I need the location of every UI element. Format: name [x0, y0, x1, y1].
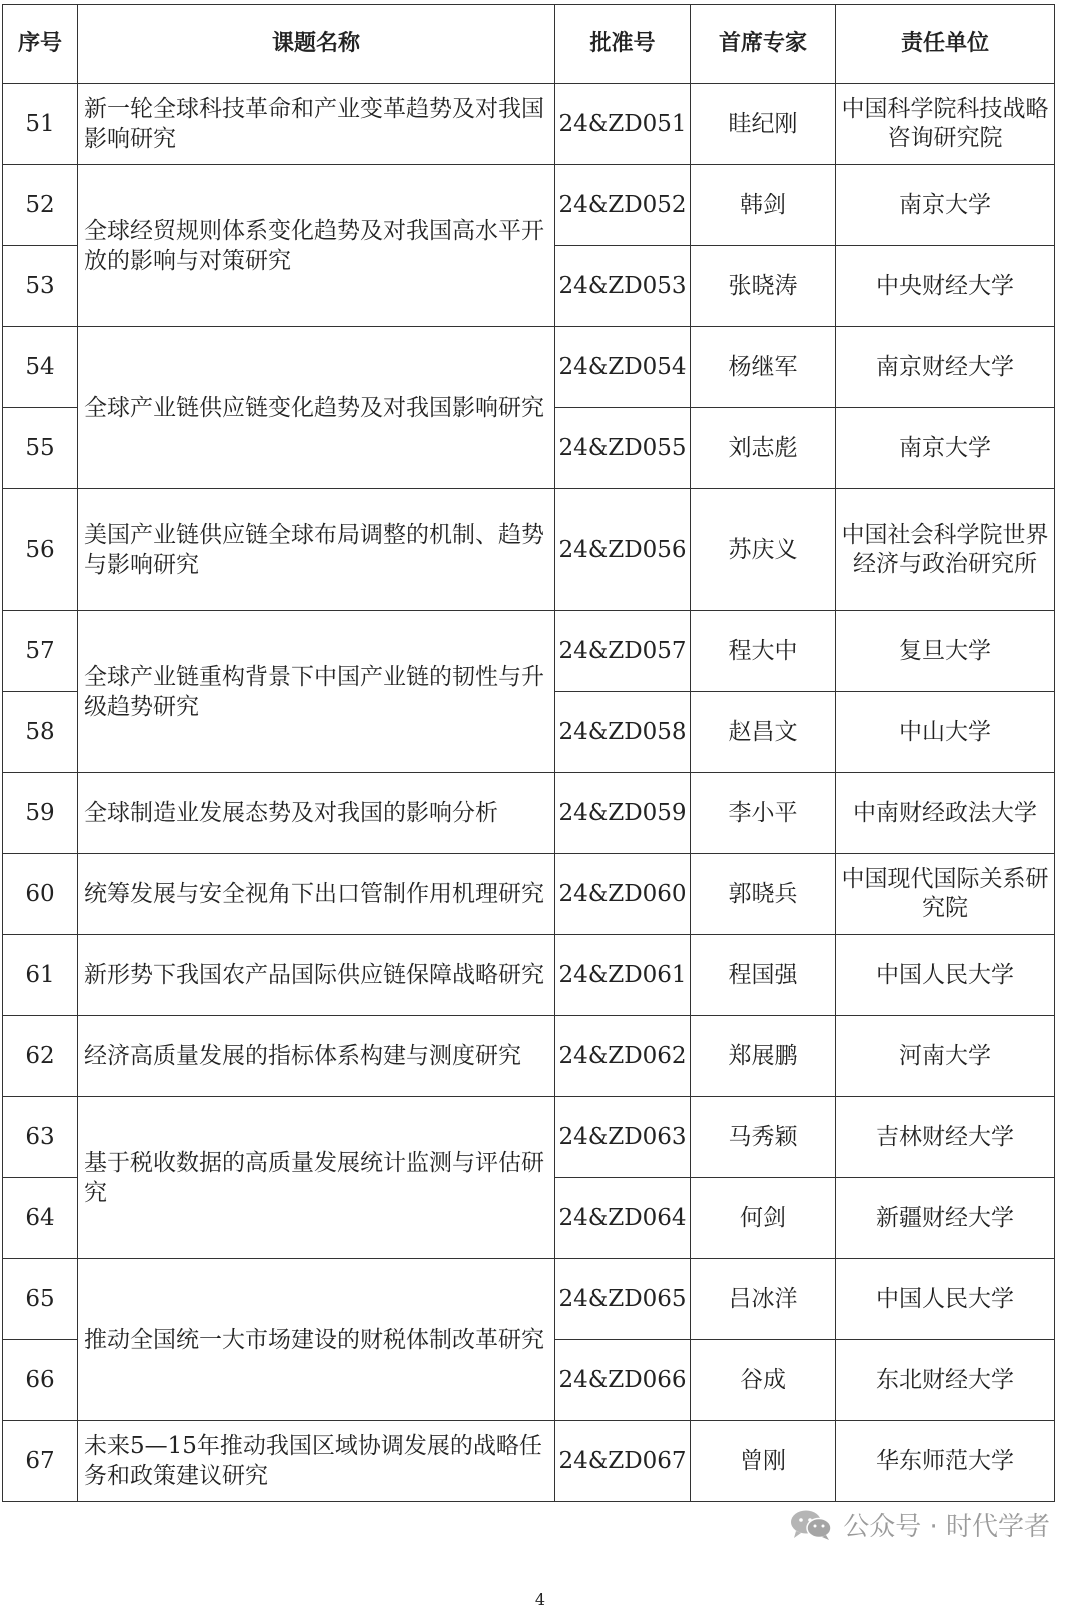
table-row: [3, 489, 1055, 611]
table-row: [3, 1259, 1055, 1340]
seq-cell: 56: [3, 489, 78, 611]
unit-cell: 中国社会科学院世界经济与政治研究所: [836, 489, 1055, 611]
seq-cell: 67: [3, 1421, 78, 1502]
unit-cell: 南京大学: [836, 165, 1055, 246]
table-row: [3, 1421, 1055, 1502]
unit-cell: 南京大学: [836, 408, 1055, 489]
expert-cell: 谷成: [691, 1340, 836, 1421]
title-cell: 全球经贸规则体系变化趋势及对我国高水平开放的影响与对策研究: [78, 165, 555, 327]
seq-cell: 53: [3, 246, 78, 327]
expert-cell: 韩剑: [691, 165, 836, 246]
approval-cell: 24&ZD059: [555, 773, 691, 854]
expert-cell: 赵昌文: [691, 692, 836, 773]
wechat-icon: [789, 1509, 833, 1541]
expert-cell: 眭纪刚: [691, 84, 836, 165]
approval-cell: 24&ZD062: [555, 1016, 691, 1097]
approval-cell: 24&ZD053: [555, 246, 691, 327]
table-row: [3, 773, 1055, 854]
seq-cell: 52: [3, 165, 78, 246]
seq-cell: 65: [3, 1259, 78, 1340]
seq-cell: 54: [3, 327, 78, 408]
approval-cell: 24&ZD063: [555, 1097, 691, 1178]
title-cell: 未来5—15年推动我国区域协调发展的战略任务和政策建议研究: [78, 1421, 555, 1502]
seq-cell: 62: [3, 1016, 78, 1097]
approval-cell: 24&ZD054: [555, 327, 691, 408]
seq-cell: 51: [3, 84, 78, 165]
approval-cell: 24&ZD057: [555, 611, 691, 692]
unit-cell: 中山大学: [836, 692, 1055, 773]
table-row: [3, 84, 1055, 165]
unit-cell: 复旦大学: [836, 611, 1055, 692]
table-row: [3, 1097, 1055, 1178]
unit-cell: 东北财经大学: [836, 1340, 1055, 1421]
seq-cell: 66: [3, 1340, 78, 1421]
expert-cell: 杨继军: [691, 327, 836, 408]
table-row: [3, 327, 1055, 408]
table-row: [3, 1016, 1055, 1097]
table-row: [3, 854, 1055, 935]
approval-cell: 24&ZD055: [555, 408, 691, 489]
title-cell: 全球产业链供应链变化趋势及对我国影响研究: [78, 327, 555, 489]
expert-cell: 吕冰洋: [691, 1259, 836, 1340]
table-row: [3, 611, 1055, 692]
seq-cell: 61: [3, 935, 78, 1016]
approval-cell: 24&ZD058: [555, 692, 691, 773]
unit-cell: 中国人民大学: [836, 935, 1055, 1016]
approval-cell: 24&ZD065: [555, 1259, 691, 1340]
expert-cell: 程国强: [691, 935, 836, 1016]
unit-cell: 河南大学: [836, 1016, 1055, 1097]
unit-cell: 中国人民大学: [836, 1259, 1055, 1340]
expert-cell: 郑展鹏: [691, 1016, 836, 1097]
seq-cell: 55: [3, 408, 78, 489]
expert-cell: 马秀颖: [691, 1097, 836, 1178]
unit-cell: 南京财经大学: [836, 327, 1055, 408]
expert-cell: 刘志彪: [691, 408, 836, 489]
approval-cell: 24&ZD066: [555, 1340, 691, 1421]
approval-cell: 24&ZD052: [555, 165, 691, 246]
title-cell: 推动全国统一大市场建设的财税体制改革研究: [78, 1259, 555, 1421]
approval-cell: 24&ZD051: [555, 84, 691, 165]
unit-cell: 吉林财经大学: [836, 1097, 1055, 1178]
approval-cell: 24&ZD056: [555, 489, 691, 611]
title-cell: 新一轮全球科技革命和产业变革趋势及对我国影响研究: [78, 84, 555, 165]
seq-cell: 58: [3, 692, 78, 773]
header-approval: 批准号: [555, 5, 691, 84]
title-cell: 全球产业链重构背景下中国产业链的韧性与升级趋势研究: [78, 611, 555, 773]
expert-cell: 何剑: [691, 1178, 836, 1259]
approval-cell: 24&ZD067: [555, 1421, 691, 1502]
expert-cell: 张晓涛: [691, 246, 836, 327]
title-cell: 全球制造业发展态势及对我国的影响分析: [78, 773, 555, 854]
page-number: 4: [534, 1590, 546, 1609]
unit-cell: 中国现代国际关系研究院: [836, 854, 1055, 935]
expert-cell: 程大中: [691, 611, 836, 692]
title-cell: 美国产业链供应链全球布局调整的机制、趋势与影响研究: [78, 489, 555, 611]
title-cell: 新形势下我国农产品国际供应链保障战略研究: [78, 935, 555, 1016]
title-cell: 基于税收数据的高质量发展统计监测与评估研究: [78, 1097, 555, 1259]
seq-cell: 59: [3, 773, 78, 854]
watermark: [789, 1506, 1050, 1543]
unit-cell: 新疆财经大学: [836, 1178, 1055, 1259]
seq-cell: 60: [3, 854, 78, 935]
unit-cell: 中国科学院科技战略咨询研究院: [836, 84, 1055, 165]
seq-cell: 57: [3, 611, 78, 692]
table-row: [3, 935, 1055, 1016]
seq-cell: 63: [3, 1097, 78, 1178]
expert-cell: 郭晓兵: [691, 854, 836, 935]
approval-cell: 24&ZD061: [555, 935, 691, 1016]
header-title: 课题名称: [78, 5, 555, 84]
header-expert: 首席专家: [691, 5, 836, 84]
unit-cell: 华东师范大学: [836, 1421, 1055, 1502]
watermark-text: 公众号 · 时代学者: [843, 1512, 1050, 1542]
projects-table: [2, 4, 1055, 1502]
unit-cell: 中南财经政法大学: [836, 773, 1055, 854]
table-header-row: [3, 5, 1055, 84]
title-cell: 经济高质量发展的指标体系构建与测度研究: [78, 1016, 555, 1097]
unit-cell: 中央财经大学: [836, 246, 1055, 327]
title-cell: 统筹发展与安全视角下出口管制作用机理研究: [78, 854, 555, 935]
expert-cell: 李小平: [691, 773, 836, 854]
seq-cell: 64: [3, 1178, 78, 1259]
header-seq: 序号: [3, 5, 78, 84]
expert-cell: 苏庆义: [691, 489, 836, 611]
table-row: [3, 165, 1055, 246]
approval-cell: 24&ZD064: [555, 1178, 691, 1259]
expert-cell: 曾刚: [691, 1421, 836, 1502]
header-unit: 责任单位: [836, 5, 1055, 84]
approval-cell: 24&ZD060: [555, 854, 691, 935]
